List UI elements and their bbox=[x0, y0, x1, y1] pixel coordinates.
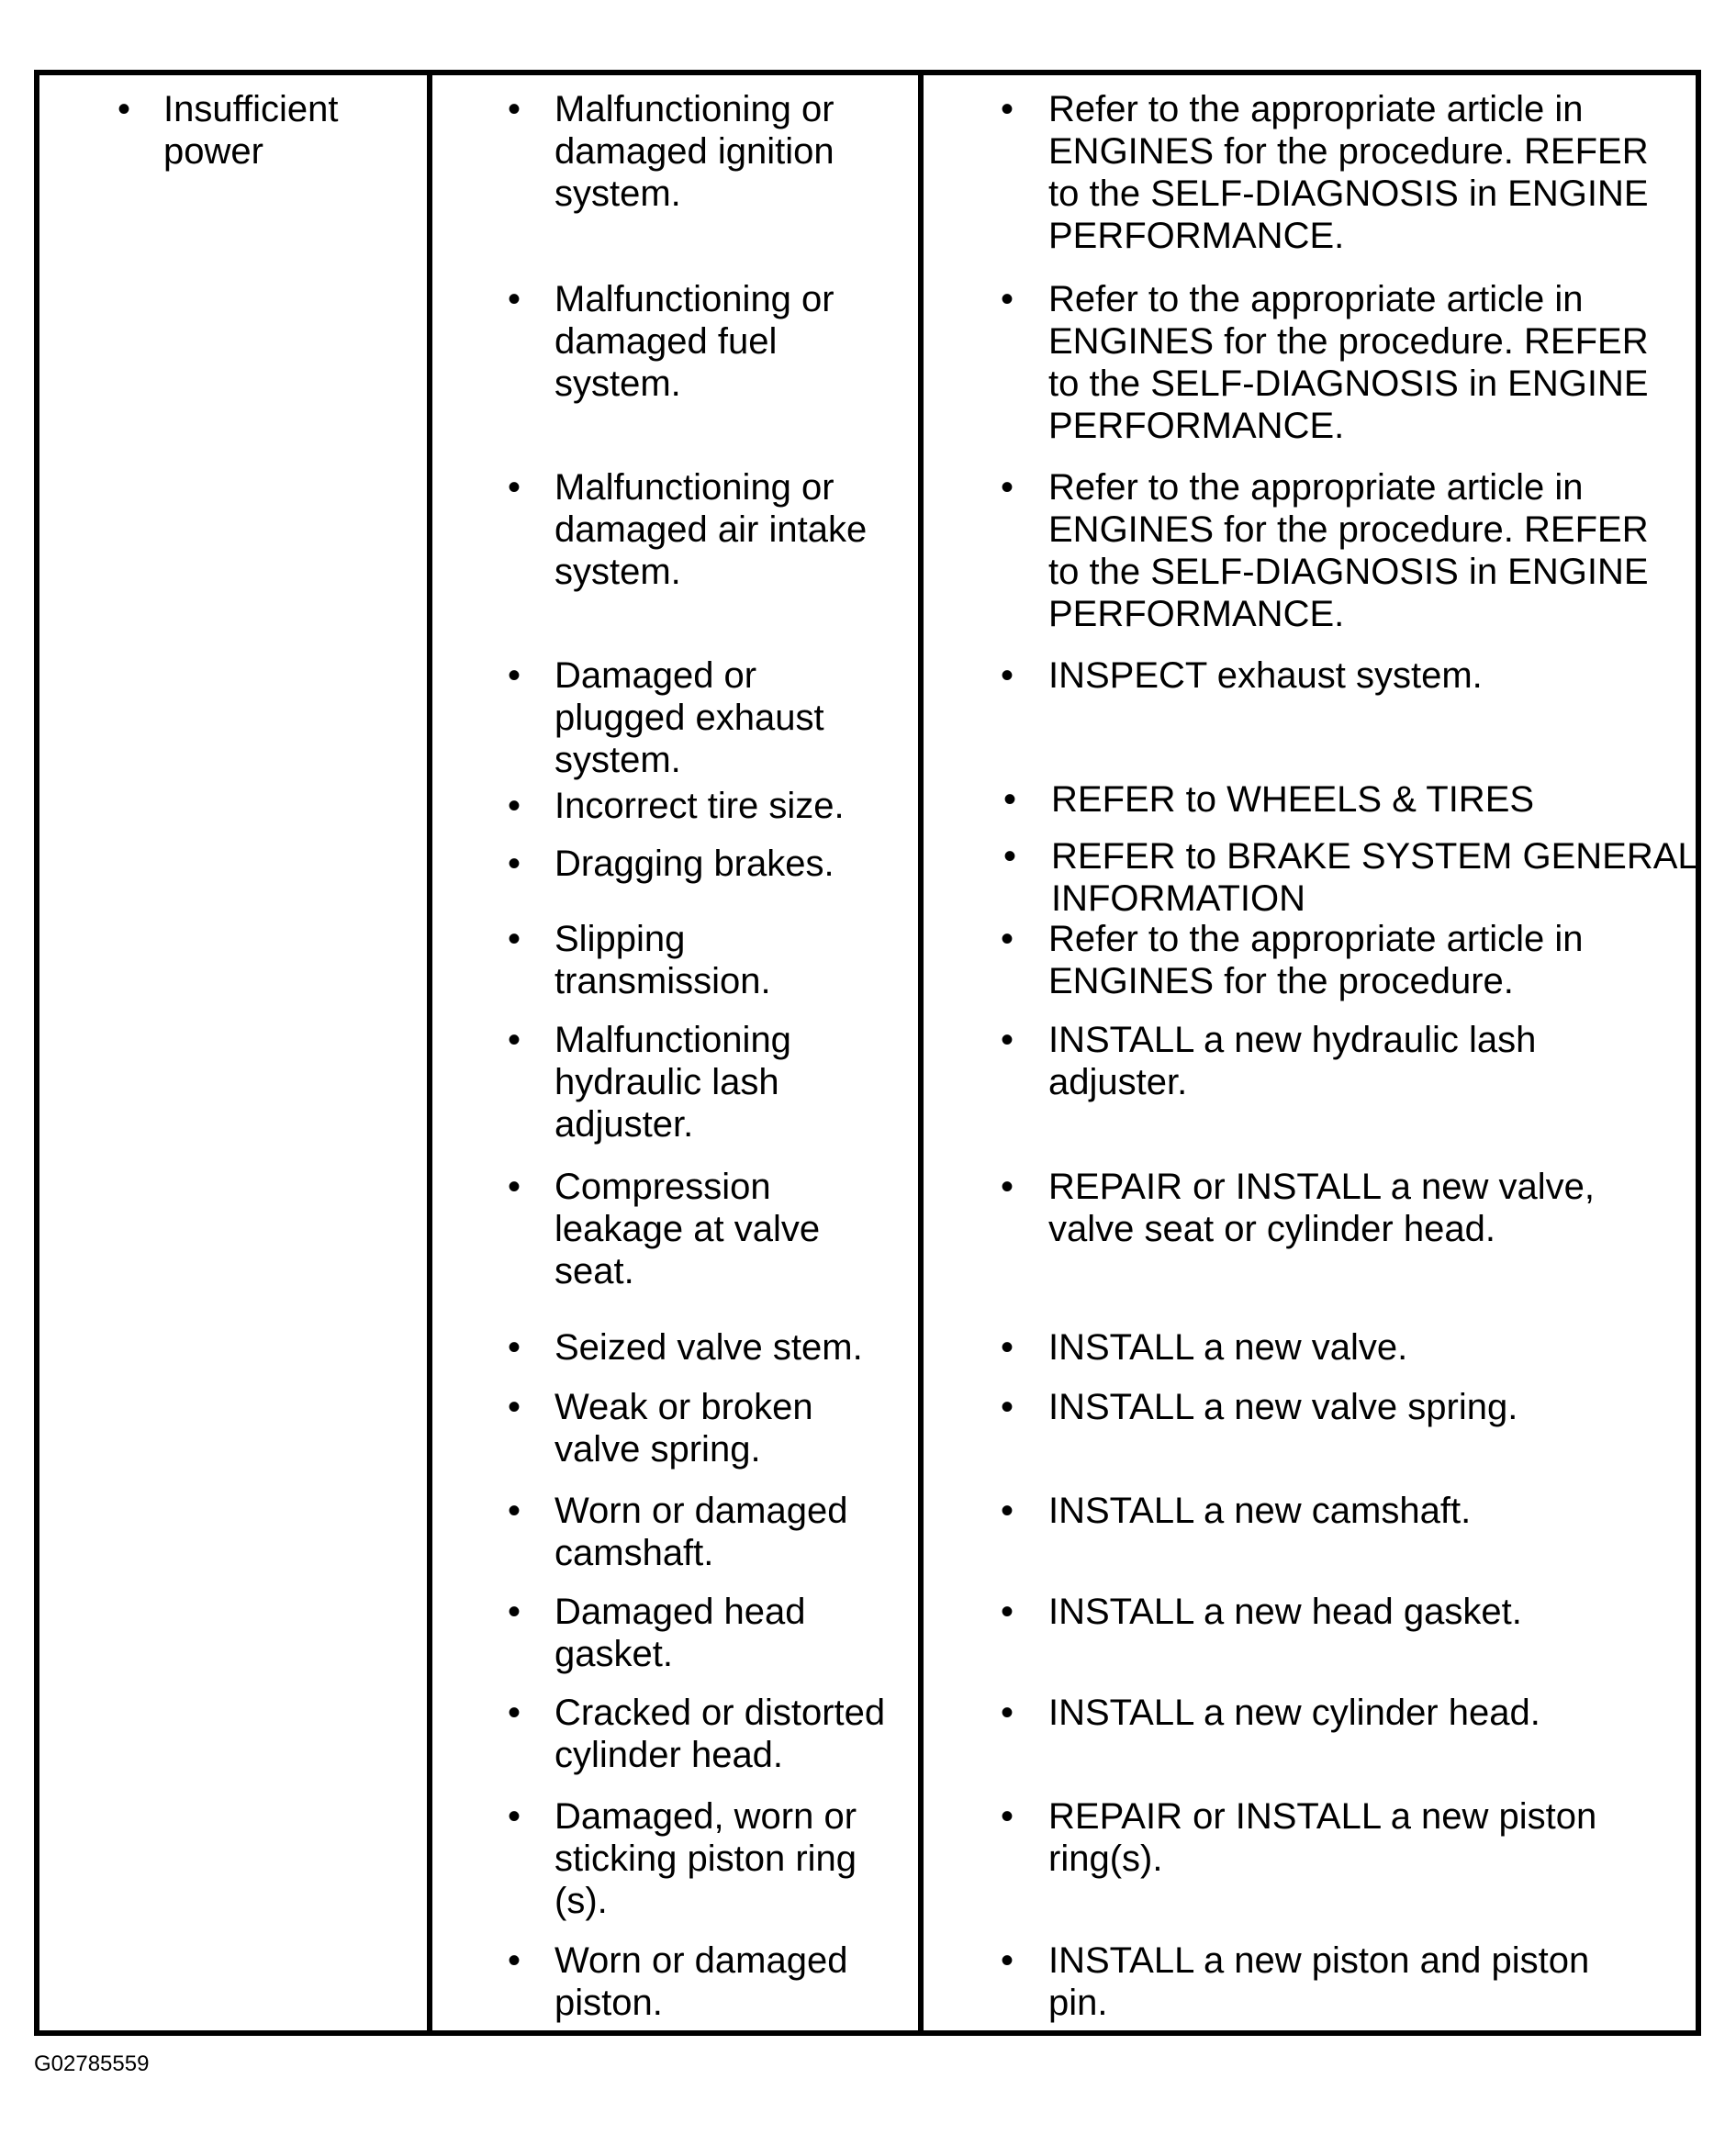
cause-bullet: • bbox=[508, 1491, 521, 1531]
action-bullet: • bbox=[1001, 1387, 1014, 1427]
action-item: Refer to the appropriate article in ENGINES for the procedure. bbox=[1048, 919, 1584, 1001]
action-item: REPAIR or INSTALL a new valve, valve seat or cylinder head. bbox=[1048, 1167, 1596, 1249]
cause-item: Incorrect tire size. bbox=[554, 786, 845, 826]
cause-bullet: • bbox=[508, 1020, 521, 1060]
action-bullet: • bbox=[1001, 1167, 1014, 1207]
cause-bullet: • bbox=[508, 655, 521, 696]
action-item: INSTALL a new piston and piston pin. bbox=[1048, 1940, 1590, 2023]
cause-item: Damaged or plugged exhaust system. bbox=[554, 655, 824, 780]
cause-item: Worn or damaged camshaft. bbox=[554, 1491, 848, 1573]
cause-item: Damaged head gasket. bbox=[554, 1592, 806, 1674]
cause-item: Compression leakage at valve seat. bbox=[554, 1167, 821, 1291]
cause-bullet: • bbox=[508, 279, 521, 319]
action-item: INSTALL a new hydraulic lash adjuster. bbox=[1048, 1020, 1537, 1102]
action-bullet: • bbox=[1001, 1940, 1014, 1981]
action-item: INSTALL a new camshaft. bbox=[1048, 1491, 1472, 1531]
action-item: Refer to the appropriate article in ENGINES for the procedure. REFER to the SELF-DIAGNOSIS in ENGINE PERFORMANCE. bbox=[1048, 89, 1649, 256]
cause-item: Dragging brakes. bbox=[554, 844, 834, 884]
cause-item: Seized valve stem. bbox=[554, 1327, 863, 1368]
cause-item: Slipping transmission. bbox=[554, 919, 771, 1001]
cause-bullet: • bbox=[508, 89, 521, 129]
cause-bullet: • bbox=[508, 786, 521, 826]
cause-bullet: • bbox=[508, 1592, 521, 1632]
cause-bullet: • bbox=[508, 1940, 521, 1981]
action-bullet: • bbox=[1001, 467, 1014, 508]
cause-bullet: • bbox=[508, 919, 521, 959]
cause-bullet: • bbox=[508, 1167, 521, 1207]
action-item: INSTALL a new valve. bbox=[1048, 1327, 1408, 1368]
cause-bullet: • bbox=[508, 1693, 521, 1733]
action-item: INSTALL a new cylinder head. bbox=[1048, 1693, 1540, 1733]
cause-bullet: • bbox=[508, 467, 521, 508]
cause-item: Damaged, worn or sticking piston ring (s). bbox=[554, 1796, 857, 1921]
action-bullet: • bbox=[1001, 1491, 1014, 1531]
action-item: REFER to WHEELS & TIRES bbox=[1051, 779, 1535, 820]
action-bullet: • bbox=[1001, 1327, 1014, 1368]
cause-item: Malfunctioning hydraulic lash adjuster. bbox=[554, 1020, 791, 1145]
figure-id: G02785559 bbox=[34, 2051, 150, 2076]
action-bullet: • bbox=[1001, 1592, 1014, 1632]
cause-bullet: • bbox=[508, 844, 521, 884]
action-item: REFER to BRAKE SYSTEM GENERAL INFORMATION bbox=[1051, 836, 1698, 919]
column-divider-2 bbox=[918, 70, 924, 2036]
symptom-bullet: • bbox=[118, 89, 131, 129]
cause-item: Malfunctioning or damaged fuel system. bbox=[554, 279, 834, 404]
cause-item: Cracked or distorted cylinder head. bbox=[554, 1693, 886, 1775]
action-bullet: • bbox=[1003, 836, 1017, 877]
action-bullet: • bbox=[1001, 279, 1014, 319]
action-bullet: • bbox=[1001, 1693, 1014, 1733]
cause-item: Weak or broken valve spring. bbox=[554, 1387, 813, 1470]
action-bullet: • bbox=[1001, 89, 1014, 129]
action-bullet: • bbox=[1001, 655, 1014, 696]
cause-item: Malfunctioning or damaged air intake system. bbox=[554, 467, 868, 592]
symptom-text: Insufficient power bbox=[163, 89, 339, 172]
action-item: Refer to the appropriate article in ENGINES for the procedure. REFER to the SELF-DIAGNOSIS in ENGINE PERFORMANCE. bbox=[1048, 279, 1649, 446]
action-bullet: • bbox=[1001, 1796, 1014, 1837]
action-bullet: • bbox=[1001, 919, 1014, 959]
cause-item: Malfunctioning or damaged ignition system. bbox=[554, 89, 834, 214]
column-divider-1 bbox=[427, 70, 432, 2036]
cause-item: Worn or damaged piston. bbox=[554, 1940, 848, 2023]
action-item: Refer to the appropriate article in ENGINES for the procedure. REFER to the SELF-DIAGNOSIS in ENGINE PERFORMANCE. bbox=[1048, 467, 1649, 634]
cause-bullet: • bbox=[508, 1327, 521, 1368]
action-bullet: • bbox=[1003, 779, 1017, 820]
action-item: INSPECT exhaust system. bbox=[1048, 655, 1483, 696]
cause-bullet: • bbox=[508, 1387, 521, 1427]
cause-bullet: • bbox=[508, 1796, 521, 1837]
action-bullet: • bbox=[1001, 1020, 1014, 1060]
action-item: INSTALL a new head gasket. bbox=[1048, 1592, 1522, 1632]
action-item: INSTALL a new valve spring. bbox=[1048, 1387, 1518, 1427]
action-item: REPAIR or INSTALL a new piston ring(s). bbox=[1048, 1796, 1597, 1879]
